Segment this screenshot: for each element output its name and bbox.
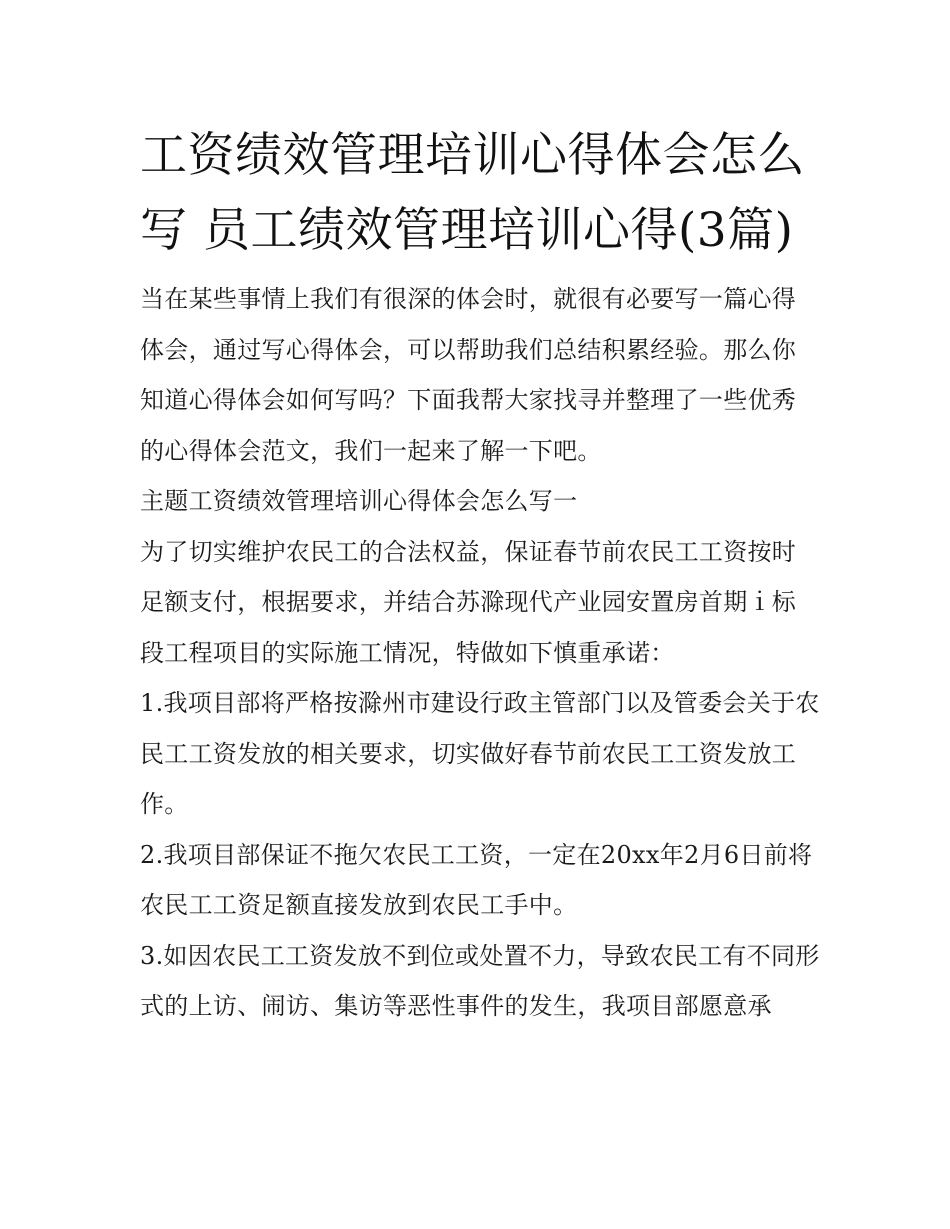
body-paragraph: 为了切实维护农民工的合法权益，保证春节前农民工工资按时足额支付，根据要求，并结合苏滁现代产业园安置房首期ｉ标段工程项目的实际施工情况，特做如下慎重承诺： [140, 537, 797, 667]
document-body [140, 118, 820, 1032]
section-heading: 主题工资绩效管理培训心得体会怎么写一 [140, 487, 578, 515]
document-title: 工资绩效管理培训心得体会怎么写 员工绩效管理培训心得(3篇) [140, 128, 805, 258]
list-item-1: 1.我项目部将严格按滁州市建设行政主管部门以及管委会关于农民工工资发放的相关要求，切实做好春节前农民工工资发放工作。 [140, 689, 820, 818]
intro-paragraph: 当在某些事情上我们有很深的体会时，就很有必要写一篇心得体会，通过写心得体会，可以帮助我们总结积累经验。那么你知道心得体会如何写吗？下面我帮大家找寻并整理了一些优秀的心得体会范文，我们一起来了解一下吧。 [140, 285, 797, 465]
list-item-3: 3.如因农民工工资发放不到位或处置不力，导致农民工有不同形式的上访、闹访、集访等恶性事件的发生，我项目部愿意承 [140, 941, 820, 1020]
list-item-2: 2.我项目部保证不拖欠农民工工资，一定在20xx年2月6日前将农民工工资足额直接发放到农民工手中。 [140, 840, 813, 919]
